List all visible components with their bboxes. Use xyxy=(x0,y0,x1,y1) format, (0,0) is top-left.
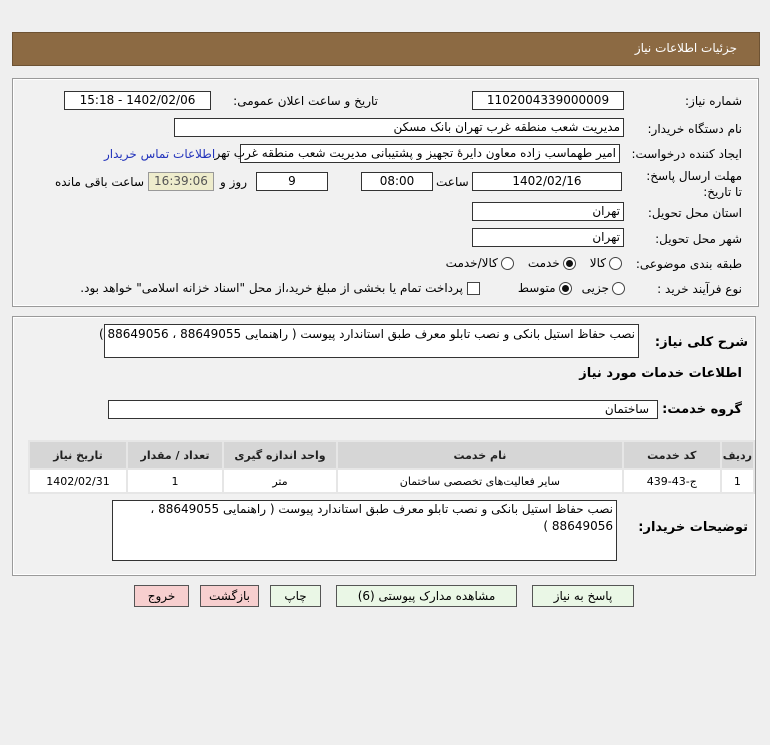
process-minor-radio[interactable] xyxy=(582,281,625,295)
days-field: 9 xyxy=(256,172,328,191)
cell-unit: متر xyxy=(224,470,336,492)
cell-qty: 1 xyxy=(128,470,222,492)
province-label: استان محل تحویل: xyxy=(647,206,742,220)
service-group-label: گروه خدمت: xyxy=(662,402,742,417)
services-table xyxy=(28,440,755,494)
category-goods-label: کالا xyxy=(589,256,606,270)
province-field: تهران xyxy=(472,202,624,221)
process-minor-label: جزیی xyxy=(581,281,609,295)
services-title: اطلاعات خدمات مورد نیاز xyxy=(579,366,742,381)
col-unit: واحد اندازه گیری xyxy=(224,442,336,468)
col-date: تاریخ نیاز xyxy=(30,442,126,468)
need-number-field: 1102004339000009 xyxy=(472,91,624,110)
deadline-time-field: 08:00 xyxy=(361,172,433,191)
cell-row: 1 xyxy=(722,470,753,492)
col-name: نام خدمت xyxy=(338,442,622,468)
process-medium-radio[interactable] xyxy=(518,281,572,295)
buyer-notes-label: توضیحات خریدار: xyxy=(638,520,748,535)
category-both-label: کالا/خدمت xyxy=(445,256,498,270)
summary-field: نصب حفاظ استیل بانکی و نصب تابلو معرف طبق استاندارد پیوست ( راهنمایی 88649055 ، 88649056 ) xyxy=(104,324,639,358)
city-label: شهر محل تحویل: xyxy=(655,232,742,246)
cell-code: ج-43-439 xyxy=(624,470,720,492)
process-medium-label: متوسط xyxy=(517,281,556,295)
contact-info-link[interactable]: اطلاعات تماس خریدار xyxy=(104,147,216,161)
summary-label: شرح کلی نیاز: xyxy=(654,335,748,350)
treasury-payment-checkbox[interactable] xyxy=(80,281,480,295)
creator-field: امیر طهماسب زاده معاون دایرۀ تجهیز و پشتیبانی مدیریت شعب منطقه غرب تهر xyxy=(240,144,620,163)
service-group-field: ساختمان xyxy=(108,400,658,419)
deadline-label: مهلت ارسال پاسخ: تا تاریخ: xyxy=(646,169,742,199)
process-label: نوع فرآیند خرید : xyxy=(657,282,742,296)
days-label: روز و xyxy=(220,175,247,189)
announce-label: تاریخ و ساعت اعلان عمومی: xyxy=(233,94,378,108)
view-documents-button[interactable]: مشاهده مدارک پیوستی (6) xyxy=(336,585,517,607)
treasury-payment-label: پرداخت تمام یا بخشی از مبلغ خرید،از محل "اسناد خزانه اسلامی" خواهد بود. xyxy=(80,281,463,295)
category-service-radio[interactable] xyxy=(528,256,576,270)
reply-button[interactable]: پاسخ به نیاز xyxy=(532,585,634,607)
category-goods-radio[interactable] xyxy=(590,256,622,270)
cell-name: سایر فعالیت‌های تخصصی ساختمان xyxy=(338,470,622,492)
remaining-label: ساعت باقی مانده xyxy=(54,175,144,189)
need-number-label: شماره نیاز: xyxy=(685,94,742,108)
col-row: ردیف xyxy=(722,442,753,468)
exit-button[interactable]: خروج xyxy=(134,585,189,607)
cell-date: 1402/02/31 xyxy=(30,470,126,492)
category-both-radio[interactable] xyxy=(446,256,514,270)
back-button[interactable]: بازگشت xyxy=(200,585,259,607)
table-row xyxy=(30,470,753,492)
page-header xyxy=(12,32,760,66)
buyer-notes-field: نصب حفاظ استیل بانکی و نصب تابلو معرف طبق استاندارد پیوست ( راهنمایی 88649055 ، 88649056 ) xyxy=(112,500,617,561)
announce-field: 1402/02/06 - 15:18 xyxy=(64,91,211,110)
print-button[interactable]: چاپ xyxy=(270,585,321,607)
category-label: طبقه بندی موضوعی: xyxy=(635,257,742,271)
creator-label: ایجاد کننده درخواست: xyxy=(631,147,742,161)
deadline-date-field: 1402/02/16 xyxy=(472,172,622,191)
category-service-label: خدمت xyxy=(527,256,560,270)
page-title: جزئیات اطلاعات نیاز xyxy=(634,41,737,55)
buyer-field: مدیریت شعب منطقه غرب تهران بانک مسکن xyxy=(174,118,624,137)
remaining-time-field: 16:39:06 xyxy=(148,172,214,191)
col-code: کد خدمت xyxy=(624,442,720,468)
city-field: تهران xyxy=(472,228,624,247)
buyer-label: نام دستگاه خریدار: xyxy=(647,122,742,136)
col-qty: تعداد / مقدار xyxy=(128,442,222,468)
time-label: ساعت xyxy=(436,175,469,189)
